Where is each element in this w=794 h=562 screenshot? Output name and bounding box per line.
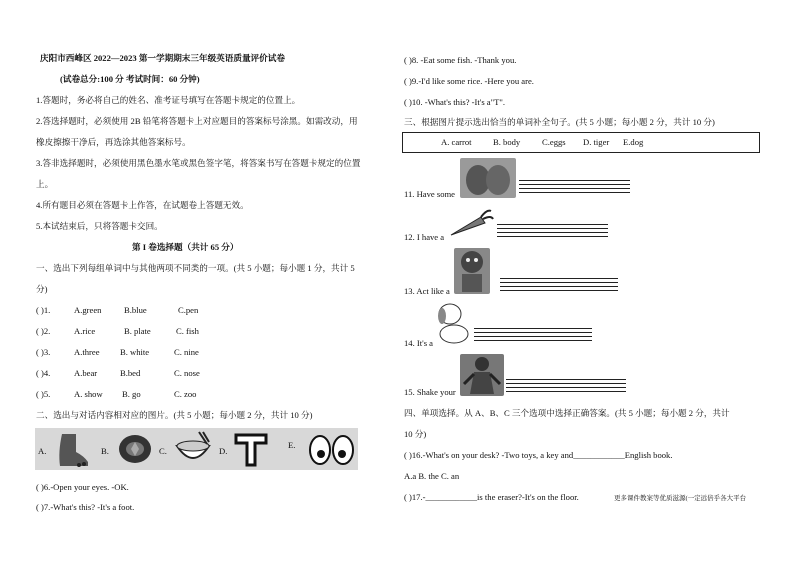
tiger-picture-icon [454,248,490,294]
picture-label: E. [288,440,296,450]
option-b: B. go [122,389,141,399]
dog-picture-icon [434,300,472,346]
exam-subtitle: (试卷总分:100 分 考试时间：60 分钟) [60,74,200,84]
section3-title: 三、根据图片提示选出恰当的单词补全句子。(共 5 小题；每小题 2 分，共计 10 分) [404,117,715,127]
option-a: A. show [74,389,103,399]
question-number: ( )4. [36,368,51,378]
question-10: ( )10. -What's this? -It's a"T". [404,97,506,107]
picture-label: C. [159,446,167,456]
section1-title: 一、选出下列每组单词中与其他两项不同类的一项。(共 5 小题；每小题 1 分，共计 5 [36,263,355,273]
option-c: C. zoo [174,389,197,399]
picture-label: D. [219,446,228,456]
question-number: ( )2. [36,326,51,336]
question-17: ( )17.-____________is the eraser?-It's on the floor. [404,492,579,502]
note-line: 3.答非选择题时，必须使用黑色墨水笔或黑色签字笔，将答案书写在答题卡规定的位置 [36,158,361,168]
option-b: B. plate [124,326,151,336]
option-b: B.bed [120,368,141,378]
note-line: 5.本试结束后，只将答题卡交回。 [36,221,163,231]
option-a: A.green [74,305,102,315]
note-line: 1.答题时，务必将自己的姓名、准考证号填写在答题卡规定的位置上。 [36,95,301,105]
sentence-item: 11. Have some [404,189,455,199]
answer-lines [497,224,608,240]
note-line: 4.所有题目必须在答题卡上作答，在试题卷上答题无效。 [36,200,249,210]
carrot-picture-icon [447,207,494,241]
question-16: ( )16.-What's on your desk? -Two toys, a key and____________English book. [404,450,673,460]
sentence-item: 12. I have a [404,232,445,242]
sentence-item: 13. Act like a [404,286,450,296]
option-b: B. white [120,347,150,357]
question-6: ( )6.-Open your eyes. -OK. [36,482,129,492]
eggs-picture-icon [460,158,516,198]
word-option: A. carrot [441,137,472,147]
option-c: C. fish [176,326,199,336]
section4-title-cont: 10 分) [404,429,427,439]
sentence-item: 15. Shake your [404,387,456,397]
option-c: C. nine [174,347,199,357]
answer-lines [506,379,626,395]
picture-label: B. [101,446,109,456]
answer-lines [474,328,592,344]
question-9: ( )9.-I'd like some rice. -Here you are. [404,76,534,86]
answer-lines [500,278,618,294]
word-option: E.dog [623,137,644,147]
question-number: ( )5. [36,389,51,399]
footer-watermark: 更多课件教案等优质滋源(一定远倍乎各大平台 [614,495,747,502]
option-c: C. nose [174,368,200,378]
part1-title: 第 I 卷选择题（共计 65 分） [132,242,239,252]
rice-bowl-picture-icon [173,430,213,468]
option-a: A.rice [74,326,96,336]
section2-title: 二、选出与对话内容相对应的图片。(共 5 小题；每小题 2 分，共计 10 分) [36,410,313,420]
option-c: C.pen [178,305,199,315]
question-8: ( )8. -Eat some fish. -Thank you. [404,55,517,65]
section4-title: 四、单项选择。从 A、B、C 三个选项中选择正确答案。(共 5 小题；每小题 2 分，共计 [404,408,730,418]
answer-lines [519,180,630,196]
question-number: ( )1. [36,305,51,315]
note-line: 上。 [36,179,54,189]
note-line: 橡皮擦擦干净后，再选涂其他答案标号。 [36,137,191,147]
exam-title: 庆阳市西峰区 2022—2023 第一学期期末三年级英语质量评价试卷 [40,53,285,63]
question-number: ( )3. [36,347,51,357]
option-b: B.blue [124,305,147,315]
foot-picture-icon [54,430,92,468]
eyes-picture-icon [306,430,356,468]
option-a: A.bear [74,368,98,378]
question-7: ( )7.-What's this? -It's a foot. [36,502,135,512]
word-option: D. tiger [583,137,610,147]
letter-t-picture-icon [234,431,268,467]
word-option: C.eggs [542,137,566,147]
note-line: 2.答选择题时，必须使用 2B 铅笔将答题卡上对应题目的答案标号涂黑。如需改动，用 [36,116,358,126]
option-a: A.three [74,347,100,357]
section1-title-cont: 分) [36,284,48,294]
question-16-options: A.a B. the C. an [404,471,460,481]
sentence-item: 14. It's a [404,338,433,348]
body-picture-icon [460,354,504,396]
fish-picture-icon [116,431,154,467]
picture-label: A. [38,446,47,456]
word-option: B. body [493,137,521,147]
